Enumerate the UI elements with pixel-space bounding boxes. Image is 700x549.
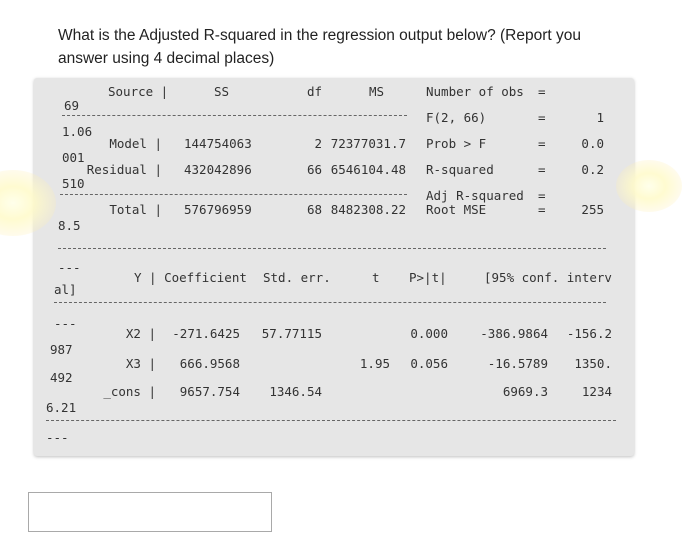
stat-eq: = [538,110,546,125]
separator-line [62,115,407,116]
coef-header-ci: [95% conf. interv [484,270,612,285]
stat-eq: = [538,162,546,177]
stat-label: Root MSE [426,202,487,217]
coef-header-p: P>|t| [409,270,447,285]
coef-se: 1346.54 [269,384,322,399]
stat-value: 1 [596,110,604,125]
stat-label: Prob > F [426,136,487,151]
coef-se: 57.77115 [261,326,322,341]
coef-p: 0.000 [410,326,448,341]
stat-eq: = [538,188,546,203]
anova-source: Model | [109,136,162,151]
coef-ci-low: -16.5789 [487,356,548,371]
anova-df: 2 [314,136,322,151]
coef-header-se: Std. err. [263,270,331,285]
stat-label: Number of obs [426,84,524,99]
regression-output [34,78,634,456]
stat-eq: = [538,136,546,151]
stat-value: 0.2 [581,162,604,177]
coef-var: X2 | [125,326,156,341]
stat-label: Adj R-squared [426,188,524,203]
anova-ms: 72377031.7 [330,136,406,151]
anova-ms: 6546104.48 [330,162,406,177]
left-fragment: 492 [50,370,73,385]
coef-ci-low: 6969.3 [502,384,548,399]
coef-value: -271.6425 [172,326,240,341]
coef-value: 9657.754 [179,384,240,399]
stat-label: F(2, 66) [426,110,487,125]
left-fragment: 8.5 [58,218,81,233]
stat-value: 0.0 [581,136,604,151]
stat-value: 255 [581,202,604,217]
left-fragment: al] [54,282,77,297]
header-source: Source | [108,84,169,99]
question-text: What is the Adjusted R-squared in the regression output below? (Report you answer using 4 decimal places) [58,27,581,67]
coef-p: 0.056 [410,356,448,371]
coef-header-y: Y | Coefficient [134,270,247,285]
left-fragment: --- [54,316,77,331]
stat-eq: = [538,202,546,217]
anova-df: 66 [306,162,322,177]
left-fragment: 6.21 [46,400,77,415]
separator-line [46,420,616,421]
header-df: df [307,84,323,99]
answer-input-box[interactable] [28,492,272,532]
coef-value: 666.9568 [179,356,240,371]
left-fragment: --- [58,260,81,275]
anova-ss: 432042896 [184,162,252,177]
header-ms: MS [369,84,385,99]
coef-header-t: t [372,270,380,285]
anova-ss: 144754063 [184,136,252,151]
coef-var: _cons | [103,384,156,399]
anova-ss: 576796959 [184,202,252,217]
anova-df: 68 [306,202,322,217]
coef-ci-high: -156.2 [566,326,612,341]
left-fragment: --- [46,430,69,445]
separator-line [58,248,606,249]
left-fragment: 001 [62,150,85,165]
stat-eq: = [538,84,546,99]
coef-ci-high: 1350. [574,356,612,371]
coef-var: X3 | [125,356,156,371]
glare-spot [616,160,682,212]
separator-line [54,302,606,303]
stat-label: R-squared [426,162,494,177]
left-fragment: 510 [62,176,85,191]
anova-source: Residual | [86,162,162,177]
coef-ci-low: -386.9864 [480,326,548,341]
header-ss: SS [214,84,230,99]
anova-source: Total | [109,202,162,217]
left-fragment: 987 [50,342,73,357]
separator-line [60,194,407,195]
coef-ci-high: 1234 [581,384,612,399]
left-fragment: 1.06 [62,124,93,139]
left-fragment: 69 [64,98,80,113]
anova-ms: 8482308.22 [330,202,406,217]
coef-t: 1.95 [359,356,390,371]
